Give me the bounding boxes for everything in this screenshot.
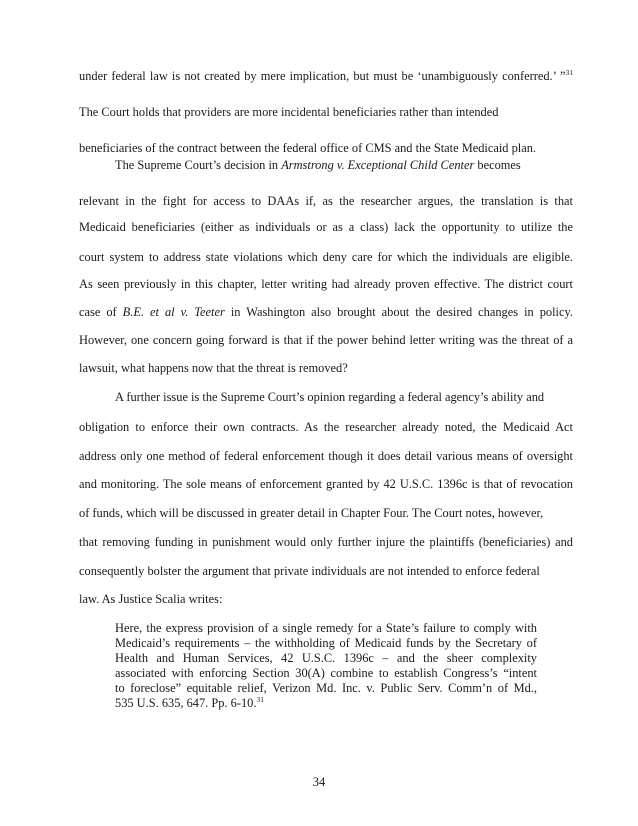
body-line-10: However, one concern going forward is that if the power behind letter writing was the threat of a bbox=[79, 333, 573, 347]
body-line-3: beneficiaries of the contract between the federal office of CMS and the State Medicaid plan. bbox=[79, 141, 537, 155]
body-line-18: consequently bolster the argument that private individuals are not intended to enforce federal bbox=[79, 564, 540, 578]
quote-line-last: 535 U.S. 635, 647. Pp. 6-10.31 bbox=[115, 695, 264, 710]
body-line-19: law. As Justice Scalia writes: bbox=[79, 592, 223, 606]
page-number: 34 bbox=[312, 775, 326, 789]
block-quote bbox=[115, 621, 537, 711]
quote-line: associated with enforcing Section 30(A) combine to establish Congress’s “intent bbox=[115, 666, 537, 680]
body-line-8: As seen previously in this chapter, letter writing had already proven effective. The district court bbox=[79, 277, 573, 291]
body-line-11: lawsuit, what happens now that the threat is removed? bbox=[79, 361, 348, 375]
body-line-17: that removing funding in punishment would only further injure the plaintiffs (beneficiaries) and bbox=[79, 535, 573, 549]
quote-line: Health and Human Services, 42 U.S.C. 1396c – and the sheer complexity bbox=[115, 651, 537, 665]
body-line-14: address only one method of federal enforcement though it does detail various means of oversight bbox=[79, 449, 573, 463]
body-line-13: obligation to enforce their own contracts. As the researcher already noted, the Medicaid Act bbox=[79, 420, 573, 434]
body-line-15: and monitoring. The sole means of enforcement granted by 42 U.S.C. 1396c is that of revocation bbox=[79, 477, 573, 491]
body-line-9: case of B.E. et al v. Teeter in Washington also brought about the desired changes in policy. bbox=[79, 305, 573, 319]
body-line-12: A further issue is the Supreme Court’s opinion regarding a federal agency’s ability and bbox=[115, 390, 545, 404]
body-line-16: of funds, which will be discussed in greater detail in Chapter Four. The Court notes, however, bbox=[79, 506, 544, 520]
quote-line: Here, the express provision of a single remedy for a State’s failure to comply with bbox=[115, 621, 537, 635]
body-line-1: under federal law is not created by mere implication, but must be ‘unambiguously conferred.’ ”$^{31}$ bbox=[79, 68, 573, 83]
body-line-2: The Court holds that providers are more incidental beneficiaries rather than intended bbox=[79, 105, 499, 119]
body-line-4: The Supreme Court’s decision in Armstrong v. Exceptional Child Center becomes bbox=[115, 158, 521, 172]
body-line-7: court system to address state violations which deny care for which the individuals are eligible. bbox=[79, 250, 573, 264]
body-line-5: relevant in the fight for access to DAAs if, as the researcher argues, the translation is that bbox=[79, 194, 573, 208]
body-line-6: Medicaid beneficiaries (either as individuals or as a class) lack the opportunity to utilize the bbox=[79, 220, 573, 234]
quote-line: to foreclose” equitable relief, Verizon Md. Inc. v. Public Serv. Comm’n of Md., bbox=[115, 681, 537, 695]
footnote-ref: 31 bbox=[256, 695, 264, 704]
quote-line: Medicaid’s requirements – the withholding of Medicaid funds by the Secretary of bbox=[115, 636, 537, 650]
